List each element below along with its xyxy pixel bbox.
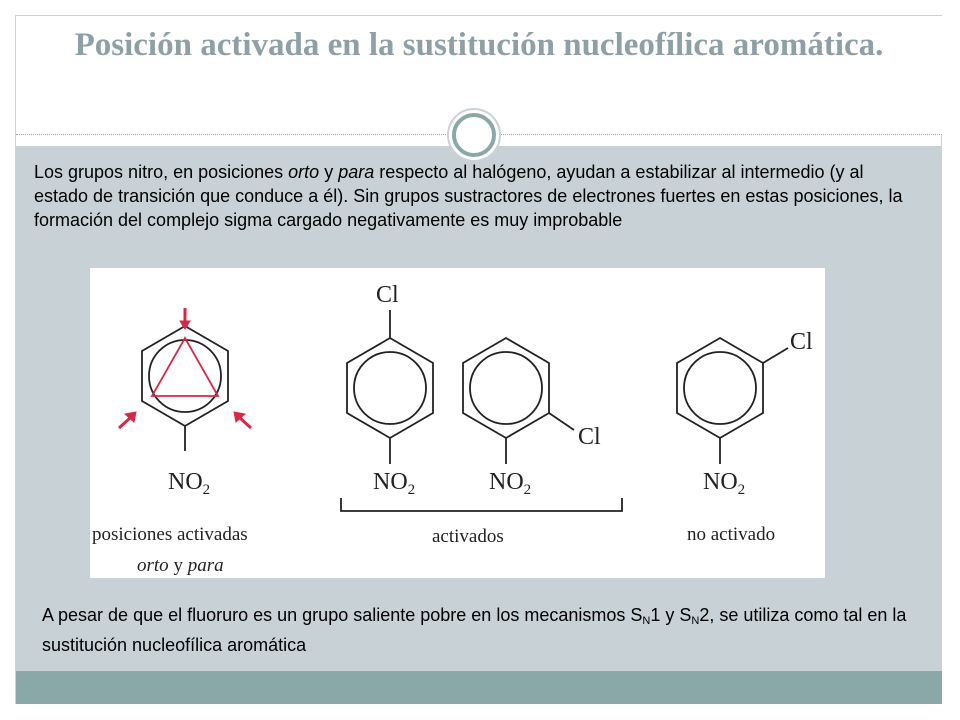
aromatic-circle-1 (149, 340, 221, 412)
cl-label-ring2: Cl (376, 282, 399, 308)
benzene-ring-2 (347, 338, 433, 438)
no2-label-1: $NO_2$ (168, 469, 211, 498)
bond-ring4-cl (763, 348, 788, 363)
aromatic-circle-3 (470, 352, 542, 424)
fluoride-text-3: 2, se utiliza como tal en la sustitución nucleofílica aromática (42, 605, 907, 655)
no2-label-3: $NO_2$ (489, 469, 532, 498)
footer-band (16, 671, 942, 704)
cl-label-ring3: Cl (578, 424, 601, 450)
slide-title: Posición activada en la sustitución nucleofílica aromática. (74, 27, 884, 63)
caption-activated: activados (432, 526, 504, 547)
caption-orto-para: orto y para (137, 555, 224, 576)
intro-para: para (338, 162, 375, 182)
benzene-ring-3 (463, 338, 549, 438)
fluoride-paragraph (42, 603, 922, 657)
ortho-para-triangle (152, 338, 218, 396)
intro-paragraph (34, 160, 914, 232)
sn-subscript-1: N (642, 615, 651, 627)
intro-text-2: y (319, 162, 339, 182)
fluoride-text-2: 1 y S (650, 605, 692, 625)
reaction-figure (90, 268, 825, 578)
no2-label-4: $NO_2$ (703, 469, 746, 498)
sn-subscript-2: N (691, 615, 700, 627)
bond-ring3-cl (549, 413, 574, 430)
aromatic-circle-2 (354, 352, 426, 424)
benzene-ring-4 (677, 338, 763, 438)
activated-bracket (341, 498, 622, 511)
benzene-ring-1 (142, 326, 228, 426)
no2-label-2: $NO_2$ (373, 469, 416, 498)
aromatic-circle-4 (684, 352, 756, 424)
fluoride-text-1: A pesar de que el fluoruro es un grupo saliente pobre en los mecanismos S (42, 605, 643, 625)
arrow-ortho-left-shaft (119, 418, 130, 428)
circle-ornament-icon (444, 105, 504, 165)
cl-label-ring4: Cl (790, 329, 813, 355)
caption-positions: posiciones activadas (92, 524, 248, 545)
caption-not-activated: no activado (687, 524, 776, 545)
arrow-ortho-right-shaft (240, 418, 251, 428)
intro-orto: orto (288, 162, 320, 182)
intro-text-3: respecto al halógeno, ayudan a estabilizar al intermedio (y al estado de transición que conduce a él). Sin grupos sustractores de electrones fuertes en estas posiciones, la formación del complejo sigma cargado negativamente es muy improbable (34, 162, 903, 230)
intro-text-1: Los grupos nitro, en posiciones (34, 162, 289, 182)
